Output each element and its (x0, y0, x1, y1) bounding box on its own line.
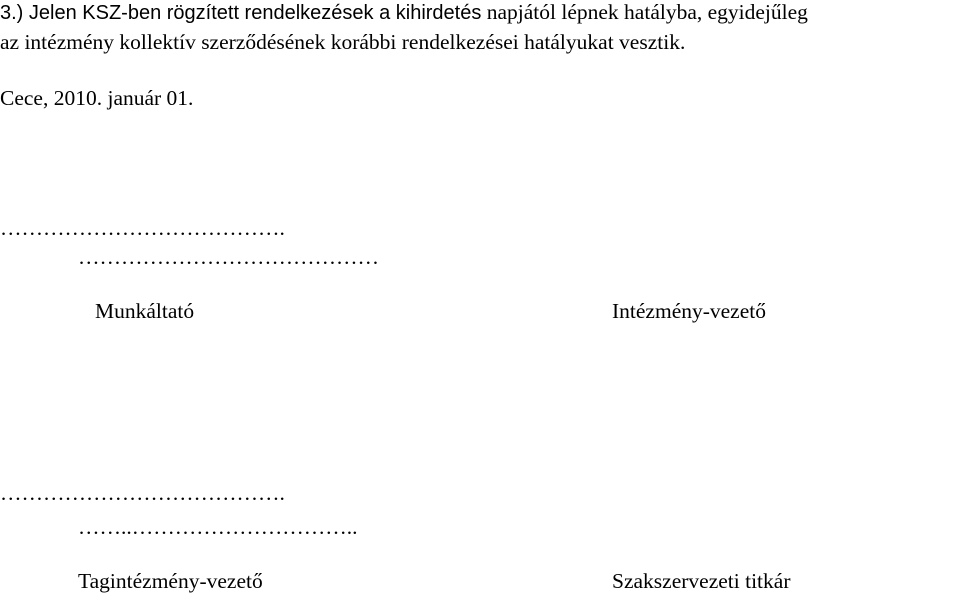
union-secretary-label: Szakszervezeti titkár (612, 569, 791, 593)
clause-line-1-start: 3.) Jelen KSZ-ben rögzített rendelkezések a kihirdetés (0, 2, 482, 24)
clause-line-2: az intézmény kollektív szerződésének korábbi rendelkezései hatályukat vesztik. (0, 30, 686, 54)
signature-line-institution-head: …………………………………… (78, 245, 379, 269)
institution-head-label: Intézmény-vezető (612, 299, 766, 323)
signature-line-member-institution-head: …………………………………. (0, 481, 285, 505)
signature-line-union-secretary: ……..………………………….. (78, 515, 358, 539)
employer-label: Munkáltató (95, 299, 195, 323)
member-institution-head-label: Tagintézmény-vezető (78, 569, 263, 593)
place-and-date: Cece, 2010. január 01. (0, 86, 194, 110)
clause-line-1 (0, 0, 808, 25)
signature-line-employer: …………………………………. (0, 216, 285, 240)
clause-line-1-end: napjától lépnek hatályba, egyidejűleg (481, 0, 808, 24)
